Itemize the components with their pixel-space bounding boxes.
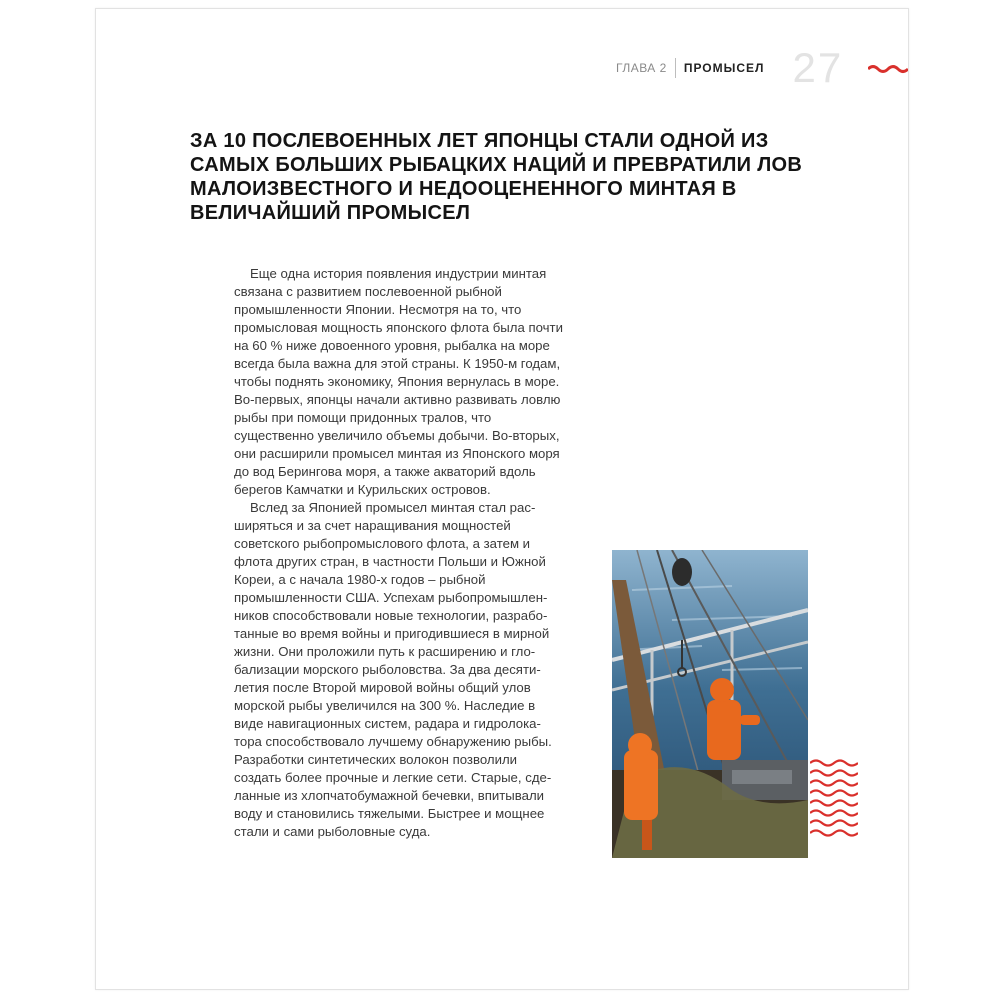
body-paragraph: Вслед за Японией промысел минтая стал расширяться и за счет наращивания мощностей советского рыбопромыслового флота, а затем и флота других стран, в частности Польши и Южной Кореи, а с начала 1980-х годов – рыбной промышленности США. Успехам рыбопромышленников способствовали новые технологии, разработанные во время войны и пригодившиеся в мирной жизни. Они проложили путь к расширению и глобализации морского рыболовства. За два десятилетия после Второй мировой войны общий улов морской рыбы увеличился на 300 %. Наследие в виде навигационных систем, радара и гидролокатора способствовало лучшему обнаружению рыбы. Разработки синтетических волокон позволили создать более прочные и легкие сети. Старые, сделанные из хлопчатобумажной бечевки, впитывали воду и становились тяжелыми. Быстрее и мощнее стали и сами рыболовные суда. [234, 500, 552, 839]
header-wave-icon [868, 63, 908, 75]
fishing-vessel-photo [612, 550, 808, 858]
body-text [234, 265, 564, 841]
page-headline: ЗА 10 ПОСЛЕВОЕННЫХ ЛЕТ ЯПОНЦЫ СТАЛИ ОДНОЙ ИЗ САМЫХ БОЛЬШИХ РЫБАЦКИХ НАЦИЙ И ПРЕВРАТИЛИ ЛОВ МАЛОИЗВЕСТНОГО И НЕДООЦЕНЕННОГО МИНТАЯ В ВЕЛИЧАЙШИЙ ПРОМЫСЕЛ [190, 130, 803, 224]
header-divider [675, 58, 676, 78]
running-header [616, 44, 844, 91]
section-label: ПРОМЫСЕЛ [683, 61, 765, 75]
body-paragraph: Еще одна история появления индустрии минтая связана с развитием послевоенной рыбной промышленности Японии. Несмотря на то, что промысловая мощность японского флота была почти на 60 % ниже довоенного уровня, рыбалка на море всегда была важна для этой страны. К 1950-м годам, чтобы поднять экономику, Япония вернулась в море. Во-первых, японцы начали активно развивать ловлю рыбы при помощи придонных тралов, что существенно увеличило объемы добычи. Во-вторых, они расширили промысел минтая из Японского моря до вод Берингова моря, а также акваторий вдоль берегов Камчатки и Курильских островов. [234, 266, 563, 497]
decorative-waves-icon [810, 757, 858, 841]
page-number: 27 [792, 44, 844, 91]
book-page [95, 8, 909, 990]
chapter-label: ГЛАВА 2 [616, 61, 667, 75]
